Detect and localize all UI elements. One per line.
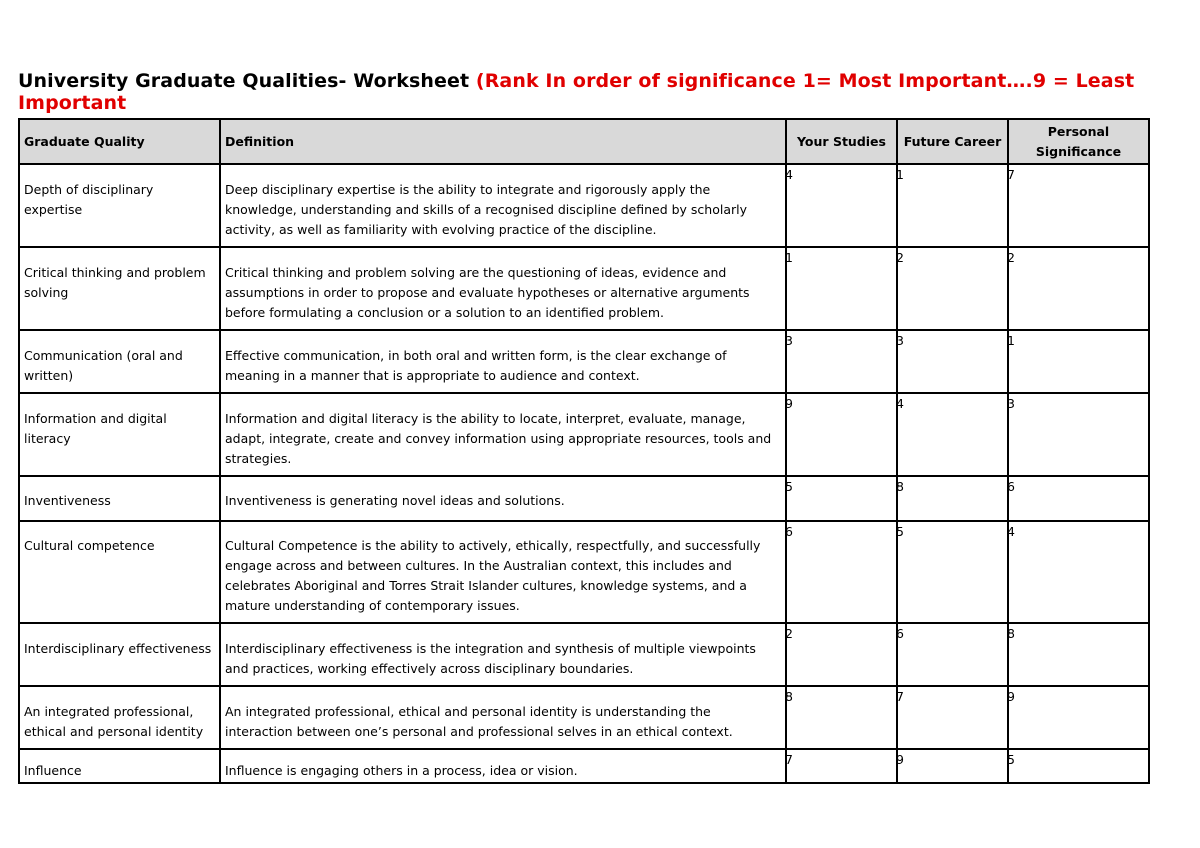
personal-rank: 2 xyxy=(1007,250,1015,265)
table-header-row xyxy=(19,119,1149,164)
title-main: University Graduate Qualities- Worksheet xyxy=(18,70,470,92)
definition-cell: Information and digital literacy is the ability to locate, interpret, evaluate, manage, adapt, integrate, create and convey information using appropriate resources, tools and strategies. xyxy=(220,393,786,476)
quality-cell: Information and digital literacy xyxy=(19,393,220,476)
studies-rank: 8 xyxy=(785,689,793,704)
studies-rank-cell[interactable] xyxy=(786,393,897,476)
table-row xyxy=(19,393,1149,476)
table-row xyxy=(19,521,1149,623)
definition-cell: Interdisciplinary effectiveness is the integration and synthesis of multiple viewpoints and practices, working effectively across disciplinary boundaries. xyxy=(220,623,786,686)
personal-rank-cell[interactable] xyxy=(1008,393,1149,476)
career-rank-cell[interactable] xyxy=(897,476,1008,521)
quality-cell: An integrated professional, ethical and personal identity xyxy=(19,686,220,749)
career-rank-cell[interactable] xyxy=(897,164,1008,247)
studies-rank-cell[interactable] xyxy=(786,247,897,330)
career-rank: 6 xyxy=(896,626,904,641)
header-your-studies: Your Studies xyxy=(786,119,897,164)
table-row xyxy=(19,247,1149,330)
personal-rank: 3 xyxy=(1007,396,1015,411)
graduate-qualities-table xyxy=(18,118,1150,784)
quality-cell: Cultural competence xyxy=(19,521,220,623)
studies-rank: 5 xyxy=(785,479,793,494)
title-ranking-note: (Rank In order of significance 1= Most Important….9 = Least Important xyxy=(18,70,1135,114)
header-personal-significance: Personal Significance xyxy=(1008,119,1149,164)
table-row xyxy=(19,686,1149,749)
studies-rank: 3 xyxy=(785,333,793,348)
career-rank-cell[interactable] xyxy=(897,686,1008,749)
personal-rank-cell[interactable] xyxy=(1008,164,1149,247)
career-rank: 7 xyxy=(896,689,904,704)
worksheet-title xyxy=(18,70,1183,114)
definition-cell: Cultural Competence is the ability to actively, ethically, respectfully, and successfully engage across and between cultures. In the Australian context, this includes and celebrates Aboriginal and Torres Strait Islander cultures, knowledge systems, and a mature understanding of contemporary issues. xyxy=(220,521,786,623)
personal-rank: 5 xyxy=(1007,752,1015,767)
studies-rank-cell[interactable] xyxy=(786,521,897,623)
quality-cell: Communication (oral and written) xyxy=(19,330,220,393)
studies-rank-cell[interactable] xyxy=(786,164,897,247)
header-graduate-quality: Graduate Quality xyxy=(19,119,220,164)
studies-rank: 6 xyxy=(785,524,793,539)
personal-rank-cell[interactable] xyxy=(1008,749,1149,783)
header-definition: Definition xyxy=(220,119,786,164)
career-rank-cell[interactable] xyxy=(897,749,1008,783)
studies-rank-cell[interactable] xyxy=(786,686,897,749)
career-rank: 3 xyxy=(896,333,904,348)
personal-rank-cell[interactable] xyxy=(1008,623,1149,686)
definition-cell: Inventiveness is generating novel ideas and solutions. xyxy=(220,476,786,521)
personal-rank: 4 xyxy=(1007,524,1015,539)
header-future-career: Future Career xyxy=(897,119,1008,164)
worksheet-page xyxy=(18,70,1183,784)
personal-rank-cell[interactable] xyxy=(1008,521,1149,623)
career-rank-cell[interactable] xyxy=(897,393,1008,476)
studies-rank-cell[interactable] xyxy=(786,749,897,783)
career-rank: 5 xyxy=(896,524,904,539)
definition-cell: Effective communication, in both oral and written form, is the clear exchange of meaning in a manner that is appropriate to audience and context. xyxy=(220,330,786,393)
personal-rank: 7 xyxy=(1007,167,1015,182)
personal-rank-cell[interactable] xyxy=(1008,686,1149,749)
studies-rank: 2 xyxy=(785,626,793,641)
quality-cell: Interdisciplinary effectiveness xyxy=(19,623,220,686)
definition-cell: Critical thinking and problem solving are the questioning of ideas, evidence and assumptions in order to propose and evaluate hypotheses or alternative arguments before formulating a conclusion or a solution to an identified problem. xyxy=(220,247,786,330)
personal-rank-cell[interactable] xyxy=(1008,330,1149,393)
table-row xyxy=(19,623,1149,686)
career-rank-cell[interactable] xyxy=(897,330,1008,393)
table-row xyxy=(19,749,1149,783)
career-rank-cell[interactable] xyxy=(897,623,1008,686)
studies-rank-cell[interactable] xyxy=(786,330,897,393)
quality-cell: Depth of disciplinary expertise xyxy=(19,164,220,247)
table-row xyxy=(19,476,1149,521)
definition-cell: Deep disciplinary expertise is the ability to integrate and rigorously apply the knowledge, understanding and skills of a recognised discipline defined by scholarly activity, as well as familiarity with evolving practice of the discipline. xyxy=(220,164,786,247)
studies-rank: 9 xyxy=(785,396,793,411)
quality-cell: Critical thinking and problem solving xyxy=(19,247,220,330)
personal-rank: 8 xyxy=(1007,626,1015,641)
studies-rank: 1 xyxy=(785,250,793,265)
personal-rank-cell[interactable] xyxy=(1008,247,1149,330)
career-rank-cell[interactable] xyxy=(897,521,1008,623)
quality-cell: Inventiveness xyxy=(19,476,220,521)
personal-rank-cell[interactable] xyxy=(1008,476,1149,521)
career-rank: 4 xyxy=(896,396,904,411)
career-rank: 8 xyxy=(896,479,904,494)
studies-rank: 7 xyxy=(785,752,793,767)
personal-rank: 6 xyxy=(1007,479,1015,494)
studies-rank-cell[interactable] xyxy=(786,623,897,686)
career-rank: 2 xyxy=(896,250,904,265)
quality-cell: Influence xyxy=(19,749,220,783)
career-rank-cell[interactable] xyxy=(897,247,1008,330)
personal-rank: 1 xyxy=(1007,333,1015,348)
definition-cell: Influence is engaging others in a process, idea or vision. xyxy=(220,749,786,783)
career-rank: 9 xyxy=(896,752,904,767)
table-row xyxy=(19,330,1149,393)
table-row xyxy=(19,164,1149,247)
studies-rank-cell[interactable] xyxy=(786,476,897,521)
personal-rank: 9 xyxy=(1007,689,1015,704)
studies-rank: 4 xyxy=(785,167,793,182)
career-rank: 1 xyxy=(896,167,904,182)
definition-cell: An integrated professional, ethical and personal identity is understanding the interaction between one’s personal and professional selves in an ethical context. xyxy=(220,686,786,749)
